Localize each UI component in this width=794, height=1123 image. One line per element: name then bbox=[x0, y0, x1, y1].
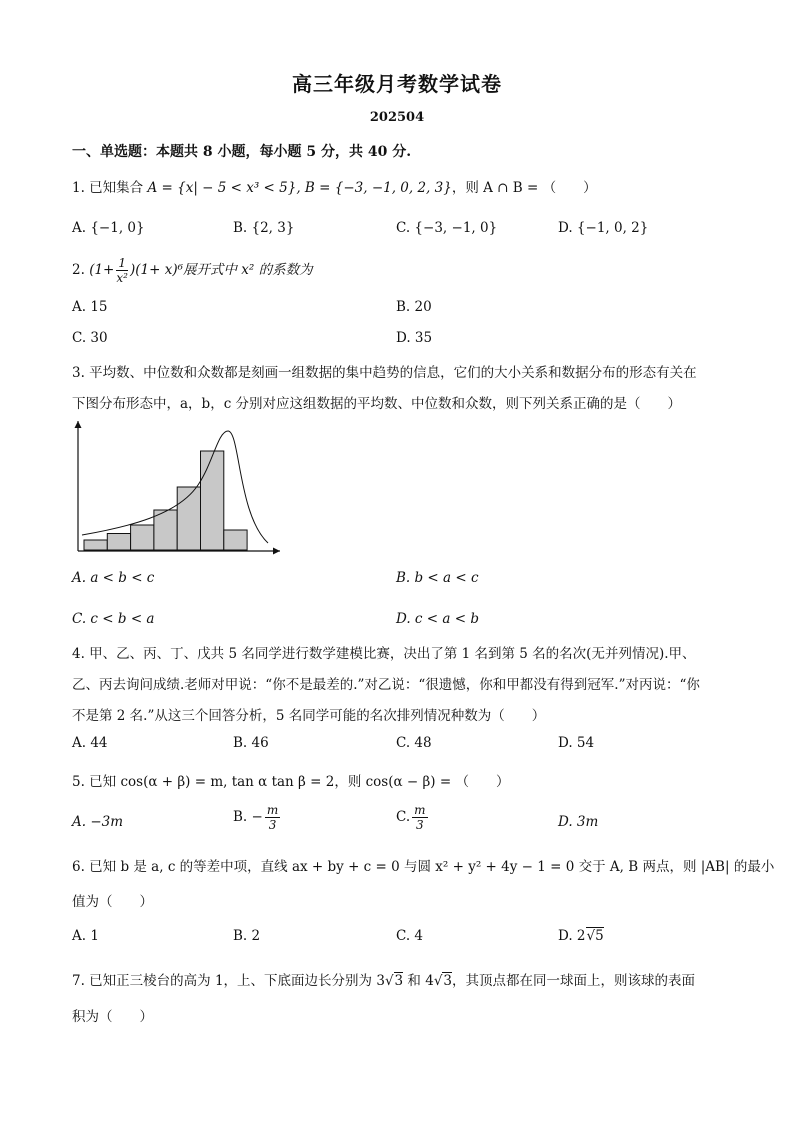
q5-c-num: m bbox=[414, 803, 426, 817]
q5-option-c[interactable] bbox=[396, 803, 430, 832]
q2-expr-pre: (1+ bbox=[89, 262, 115, 278]
q6-option-d-radicand: 5 bbox=[595, 928, 604, 944]
q7-line-2: 积为（ ） bbox=[72, 1009, 153, 1025]
histogram-bar bbox=[107, 534, 130, 551]
histogram-bar bbox=[84, 540, 107, 550]
q2-option-b[interactable]: B. 20 bbox=[396, 299, 432, 315]
histogram-bar bbox=[154, 510, 177, 550]
q2-label: 2. bbox=[72, 262, 85, 278]
histogram-bar bbox=[177, 487, 200, 550]
q5-option-d[interactable]: D. 3m bbox=[558, 814, 599, 830]
q6-option-d-radical: √5 bbox=[586, 928, 604, 944]
histogram-bar bbox=[131, 525, 154, 550]
q5-c-den: 3 bbox=[416, 818, 424, 832]
q6-option-d-prefix: D. 2 bbox=[558, 928, 586, 944]
exam-date: 202504 bbox=[369, 110, 425, 125]
q5-option-b-prefix: B. − bbox=[233, 809, 263, 825]
q3-option-b[interactable]: B. b < a < c bbox=[396, 570, 479, 586]
q7-radicand-1: 3 bbox=[394, 973, 404, 989]
q6-line-1: 6. 已知 b 是 a, c 的等差中项，直线 ax + by + c = 0 与圆 x² + y² + 4y − 1 = 0 交于 A, B 两点，则 |AB| 的最小 bbox=[72, 859, 775, 875]
q1-option-b[interactable]: B. {2, 3} bbox=[233, 220, 295, 236]
q5-option-c-fraction bbox=[412, 803, 427, 832]
q7-text-mid: 和 4 bbox=[403, 973, 434, 989]
q1-set-b: , B = {−3, −1, 0, 2, 3} bbox=[296, 180, 452, 196]
q4-option-a[interactable]: A. 44 bbox=[72, 735, 108, 751]
q2-option-a[interactable]: A. 15 bbox=[72, 299, 108, 315]
q4-line-1: 4. 甲、乙、丙、丁、戊共 5 名同学进行数学建模比赛，决出了第 1 名到第 5 名的名次(无并列情况).甲、 bbox=[72, 646, 696, 662]
q5-option-b[interactable] bbox=[233, 803, 282, 832]
q1-ask: ，则 A ∩ B = （ ） bbox=[451, 180, 597, 196]
q4-option-b[interactable]: B. 46 bbox=[233, 735, 269, 751]
histogram-figure bbox=[68, 415, 290, 560]
q5-b-num: m bbox=[266, 803, 279, 817]
q7-radical-2: √3 bbox=[433, 973, 453, 989]
q3-option-c[interactable]: C. c < b < a bbox=[72, 611, 155, 627]
section-heading: 一、单选题：本题共 8 小题，每小题 5 分，共 40 分. bbox=[72, 144, 412, 160]
q6-option-a[interactable]: A. 1 bbox=[72, 928, 99, 944]
question-1 bbox=[72, 176, 597, 196]
q2-option-d[interactable]: D. 35 bbox=[396, 330, 433, 346]
q3-option-d[interactable]: D. c < a < b bbox=[396, 611, 479, 627]
q4-line-3: 不是第 2 名.”从这三个回答分析，5 名同学可能的名次排列情况种数为（ ） bbox=[72, 708, 546, 724]
question-2 bbox=[72, 256, 313, 285]
q2-expr-post: )(1+ x)⁶展开式中 x² 的系数为 bbox=[130, 262, 313, 278]
histogram-bar bbox=[224, 530, 247, 550]
q5-option-c-prefix: C. bbox=[396, 809, 411, 825]
q2-fraction bbox=[116, 256, 128, 285]
q1-label: 1. 已知集合 bbox=[72, 180, 144, 196]
q2-frac-den: x² bbox=[116, 271, 128, 285]
q1-set-a: A = {x| − 5 < x³ < 5} bbox=[147, 180, 297, 196]
q5-b-den: 3 bbox=[268, 818, 277, 832]
page-title: 高三年级月考数学试卷 bbox=[292, 72, 502, 96]
q4-line-2: 乙、丙去询问成绩.老师对甲说：“你不是最差的.”对乙说：“很遗憾，你和甲都没有得到冠军.”对丙说：“你 bbox=[72, 677, 700, 693]
q5-line-1: 5. 已知 cos(α + β) = m, tan α tan β = 2，则 cos(α − β) = （ ） bbox=[72, 774, 510, 790]
q4-option-c[interactable]: C. 48 bbox=[396, 735, 432, 751]
q3-option-a[interactable]: A. a < b < c bbox=[72, 570, 155, 586]
q2-frac-num: 1 bbox=[118, 256, 126, 270]
q6-option-b[interactable]: B. 2 bbox=[233, 928, 261, 944]
q6-line-2: 值为（ ） bbox=[72, 894, 153, 910]
q5-option-b-fraction bbox=[265, 803, 280, 832]
q7-radicand-2: 3 bbox=[443, 973, 453, 989]
q5-option-a[interactable]: A. −3m bbox=[72, 814, 124, 830]
q7-line-1 bbox=[72, 969, 695, 989]
q1-option-a[interactable]: A. {−1, 0} bbox=[72, 220, 145, 236]
histogram-bars bbox=[84, 451, 247, 550]
q7-text-post: ，其顶点都在同一球面上，则该球的表面 bbox=[452, 973, 696, 989]
histogram-bar bbox=[201, 451, 224, 550]
q7-radical-1: √3 bbox=[384, 973, 404, 989]
q4-option-d[interactable]: D. 54 bbox=[558, 735, 595, 751]
q6-option-d[interactable] bbox=[558, 928, 604, 944]
q1-option-d[interactable]: D. {−1, 0, 2} bbox=[558, 220, 649, 236]
q2-option-c[interactable]: C. 30 bbox=[72, 330, 108, 346]
q7-text-pre: 7. 已知正三棱台的高为 1，上、下底面边长分别为 3 bbox=[72, 973, 385, 989]
q3-line-2: 下图分布形态中，a，b，c 分别对应这组数据的平均数、中位数和众数，则下列关系正确的是（ ） bbox=[72, 396, 682, 412]
q6-option-c[interactable]: C. 4 bbox=[396, 928, 424, 944]
q3-line-1: 3. 平均数、中位数和众数都是刻画一组数据的集中趋势的信息，它们的大小关系和数据分布的形态有关在 bbox=[72, 365, 697, 381]
q1-option-c[interactable]: C. {−3, −1, 0} bbox=[396, 220, 498, 236]
